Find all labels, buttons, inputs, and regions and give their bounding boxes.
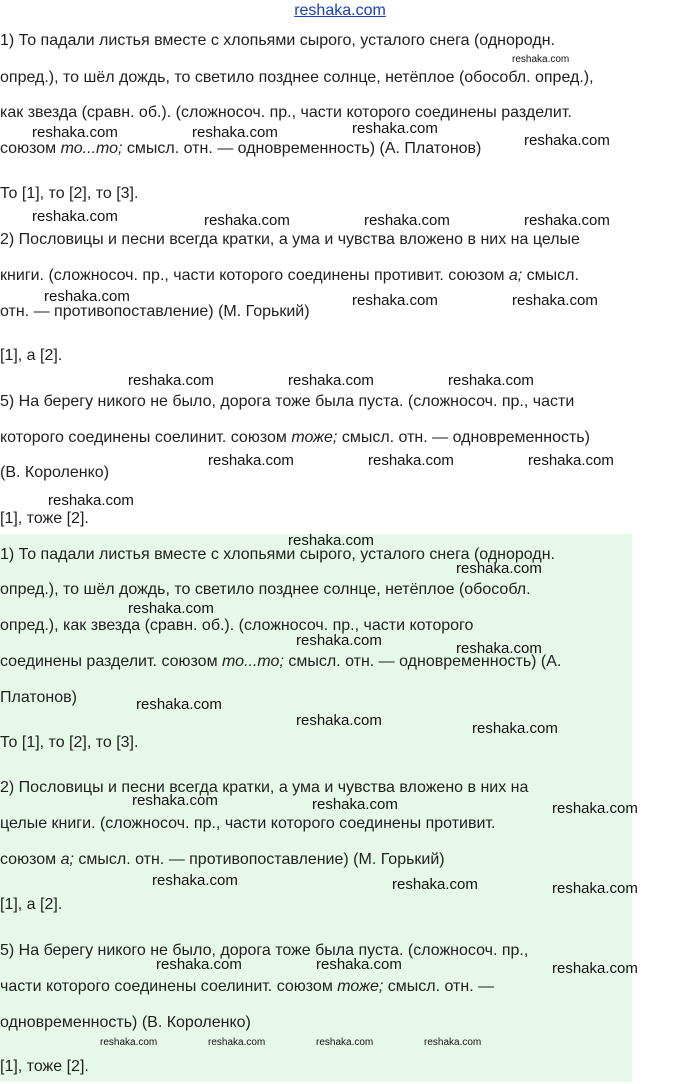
watermark: reshaka.com (552, 800, 638, 817)
answer-line: одновременность) (В. Короленко) (0, 1014, 251, 1031)
watermark: reshaka.com (288, 532, 374, 549)
watermark: reshaka.com (44, 288, 130, 305)
watermark: reshaka.com (32, 208, 118, 225)
watermark: reshaka.com (288, 372, 374, 389)
watermark: reshaka.com (456, 560, 542, 577)
answer-line: 5) На берегу никого не было, дорога тоже была пуста. (сложносоч. пр., (0, 942, 529, 959)
answer-line: части которого соединены соелинит. союзом тоже; смысл. отн. — (0, 978, 495, 995)
watermark: reshaka.com (512, 54, 570, 65)
answer-line: опред.), то шёл дождь, то светило позднее солнце, нетёплое (обособл. (0, 581, 531, 598)
answer-line: Платонов) (0, 689, 77, 706)
task-line: как звезда (сравн. об.). (сложносоч. пр., части которого соединены разделит. (0, 104, 572, 121)
watermark: reshaka.com (32, 124, 118, 141)
task-line: которого соединены соелинит. союзом тоже; смысл. отн. — одновременность) (0, 429, 590, 446)
watermark: reshaka.com (152, 872, 238, 889)
answer-line: 2) Пословицы и песни всегда кратки, а ума и чувства вложено в них на (0, 779, 529, 796)
watermark: reshaka.com (208, 1037, 266, 1048)
watermark: reshaka.com (128, 372, 214, 389)
watermark: reshaka.com (552, 880, 638, 897)
task-line: союзом то...то; смысл. отн. — одновременность) (А. Платонов) (0, 140, 482, 157)
task-line: 2) Пословицы и песни всегда кратки, а ума и чувства вложено в них на целые (0, 231, 580, 248)
watermark: reshaka.com (424, 1037, 482, 1048)
task-scheme: То [1], то [2], то [3]. (0, 185, 139, 202)
task-line: 1) То падали листья вместе с хлопьями сырого, усталого снега (однородн. (0, 32, 555, 49)
watermark: reshaka.com (524, 132, 610, 149)
watermark: reshaka.com (296, 712, 382, 729)
watermark: reshaka.com (316, 956, 402, 973)
watermark: reshaka.com (552, 960, 638, 977)
watermark: reshaka.com (204, 212, 290, 229)
watermark: reshaka.com (192, 124, 278, 141)
watermark: reshaka.com (456, 640, 542, 657)
watermark: reshaka.com (208, 452, 294, 469)
watermark: reshaka.com (392, 876, 478, 893)
watermark: reshaka.com (364, 212, 450, 229)
watermark: reshaka.com (352, 292, 438, 309)
watermark: reshaka.com (524, 212, 610, 229)
answer-scheme: [1], а [2]. (0, 896, 63, 913)
watermark: reshaka.com (448, 372, 534, 389)
task-line: опред.), то шёл дождь, то светило позднее солнце, нетёплое (обособл. опред.), (0, 69, 594, 86)
watermark: reshaka.com (128, 600, 214, 617)
task-line: 5) На берегу никого не было, дорога тоже была пуста. (сложносоч. пр., части (0, 393, 575, 410)
answer-line: целые книги. (сложносоч. пр., части которого соединены противит. (0, 815, 496, 832)
watermark: reshaka.com (48, 492, 134, 509)
watermark: reshaka.com (512, 292, 598, 309)
task-line: книги. (сложносоч. пр., части которого соединены противит. союзом а; смысл. (0, 267, 579, 284)
watermark: reshaka.com (100, 1037, 158, 1048)
answer-line: союзом а; смысл. отн. — противопоставление) (М. Горький) (0, 851, 445, 868)
watermark: reshaka.com (296, 632, 382, 649)
answer-line: соединены разделит. союзом то...то; смысл. отн. — одновременность) (А. (0, 653, 562, 670)
answer-scheme: [1], тоже [2]. (0, 1058, 89, 1075)
watermark: reshaka.com (136, 696, 222, 713)
task-line: (В. Короленко) (0, 464, 110, 481)
answer-scheme: То [1], то [2], то [3]. (0, 734, 139, 751)
site-header-link[interactable]: reshaka.com (294, 2, 386, 19)
answer-line: 1) То падали листья вместе с хлопьями сырого, усталого снега (однородн. (0, 546, 555, 563)
task-line: отн. — противопоставление) (М. Горький) (0, 303, 310, 320)
watermark: reshaka.com (132, 792, 218, 809)
watermark: reshaka.com (312, 796, 398, 813)
watermark: reshaka.com (316, 1037, 374, 1048)
answer-line: опред.), как звезда (сравн. об.). (сложносоч. пр., части которого (0, 617, 474, 634)
watermark: reshaka.com (368, 452, 454, 469)
watermark: reshaka.com (472, 720, 558, 737)
task-scheme: [1], а [2]. (0, 347, 63, 364)
task-scheme: [1], тоже [2]. (0, 510, 89, 527)
watermark: reshaka.com (352, 120, 438, 137)
watermark: reshaka.com (156, 956, 242, 973)
watermark: reshaka.com (528, 452, 614, 469)
